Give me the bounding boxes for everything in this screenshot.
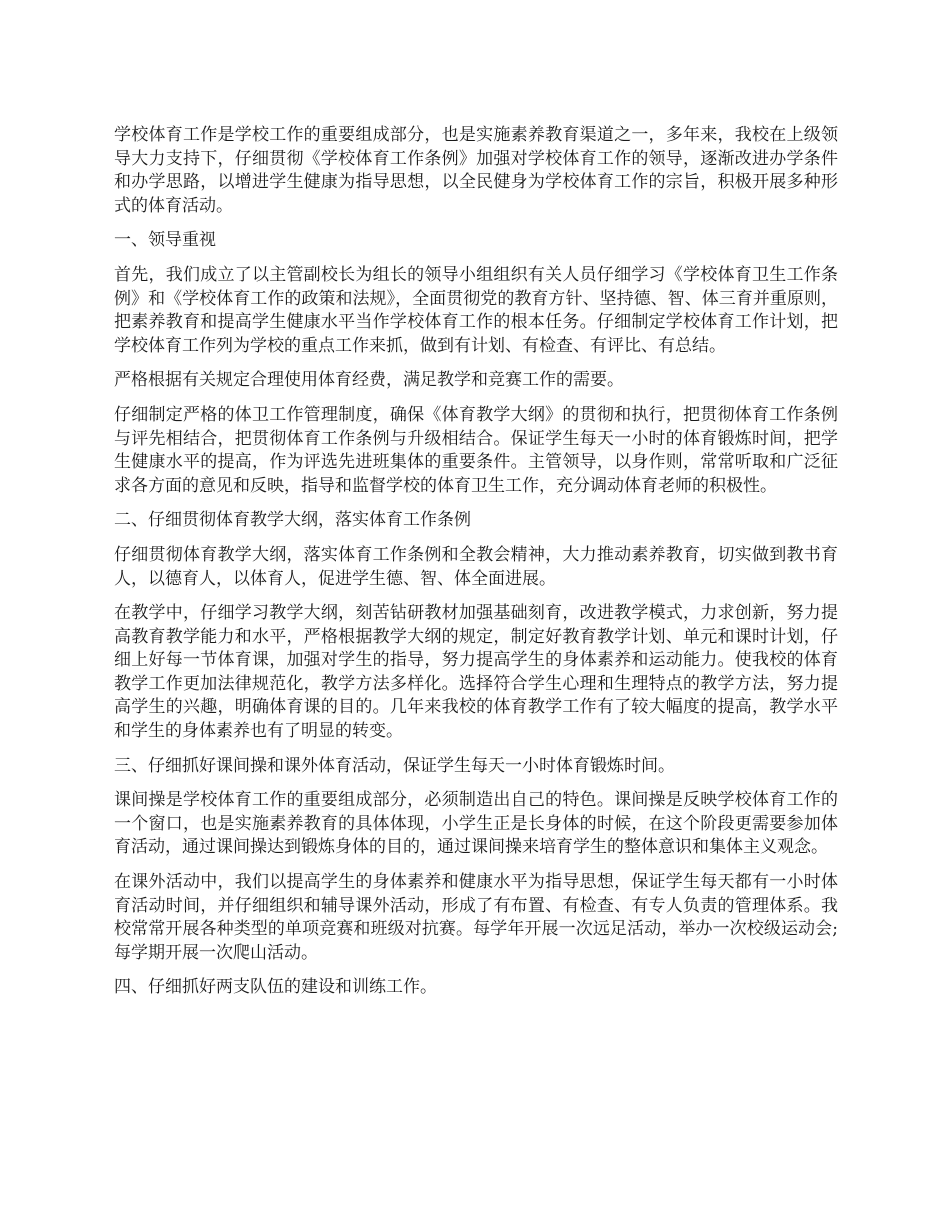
- section-heading-1: 一、领导重视: [114, 230, 216, 251]
- intro-paragraph: 学校体育工作是学校工作的重要组成部分，也是实施素养教育渠道之一，多年来，我校在上级领导大力支持下，仔细贯彻《学校体育工作条例》加强对学校体育工作的领导，逐渐改进办学条件和办学思路，以增进学生健康为指导思想，以全民健身为学校体育工作的宗旨，积极开展多种形式的体育活动。: [114, 125, 838, 216]
- paragraph: 仔细贯彻体育教学大纲，落实体育工作条例和全教会精神，大力推动素养教育，切实做到教书育人，以德育人，以体育人，促进学生德、智、体全面进展。: [114, 544, 838, 589]
- paragraph: 课间操是学校体育工作的重要组成部分，必须制造出自己的特色。课间操是反映学校体育工作的一个窗口，也是实施素养教育的具体体现，小学生正是长身体的时候，在这个阶段更需要参加体育活动，通过课间操达到锻炼身体的目的，通过课间操来培育学生的整体意识和集体主义观念。: [114, 790, 838, 858]
- paragraph: 严格根据有关规定合理使用体育经费，满足教学和竞赛工作的需要。: [114, 370, 624, 391]
- section-heading-3: 三、仔细抓好课间操和课外体育活动，保证学生每天一小时体育锻炼时间。: [114, 755, 675, 776]
- section-heading-4: 四、仔细抓好两支队伍的建设和训练工作。: [114, 977, 437, 998]
- document-body: [114, 124, 838, 1011]
- section-heading-2: 二、仔细贯彻体育教学大纲，落实体育工作条例: [114, 510, 471, 531]
- paragraph: 在教学中，仔细学习教学大纲，刻苦钻研教材加强基础刻育，改进教学模式，力求创新，努力提高教育教学能力和水平，严格根据教学大纲的规定，制定好教育教学计划、单元和课时计划，仔细上好每一节体育课，加强对学生的指导，努力提高学生的身体素养和运动能力。使我校的体育教学工作更加法律规范化，教学方法多样化。选择符合学生心理和生理特点的教学方法，努力提高学生的兴趣，明确体育课的目的。几年来我校的体育教学工作有了较大幅度的提高，教学水平和学生的身体素养也有了明显的转变。: [114, 603, 838, 742]
- paragraph: 在课外活动中，我们以提高学生的身体素养和健康水平为指导思想，保证学生每天都有一小时体育活动时间，并仔细组织和辅导课外活动，形成了有布置、有检查、有专人负责的管理体系。我校常常开展各种类型的单项竞赛和班级对抗赛。每学年开展一次远足活动，举办一次校级运动会;每学期开展一次爬山活动。: [114, 872, 838, 963]
- paragraph: 首先，我们成立了以主管副校长为组长的领导小组组织有关人员仔细学习《学校体育卫生工作条例》和《学校体育工作的政策和法规》，全面贯彻党的教育方针、坚持德、智、体三育并重原则，把素养教育和提高学生健康水平当作学校体育工作的根本任务。仔细制定学校体育工作计划，把学校体育工作列为学校的重点工作来抓，做到有计划、有检查、有评比、有总结。: [114, 264, 838, 356]
- paragraph: 仔细制定严格的体卫工作管理制度，确保《体育教学大纲》的贯彻和执行，把贯彻体育工作条例与评先相结合，把贯彻体育工作条例与升级相结合。保证学生每天一小时的体育锻炼时间，把学生健康水平的提高，作为评选先进班集体的重要条件。主管领导，以身作则，常常听取和广泛征求各方面的意见和反映，指导和监督学校的体育卫生工作，充分调动体育老师的积极性。: [114, 404, 838, 496]
